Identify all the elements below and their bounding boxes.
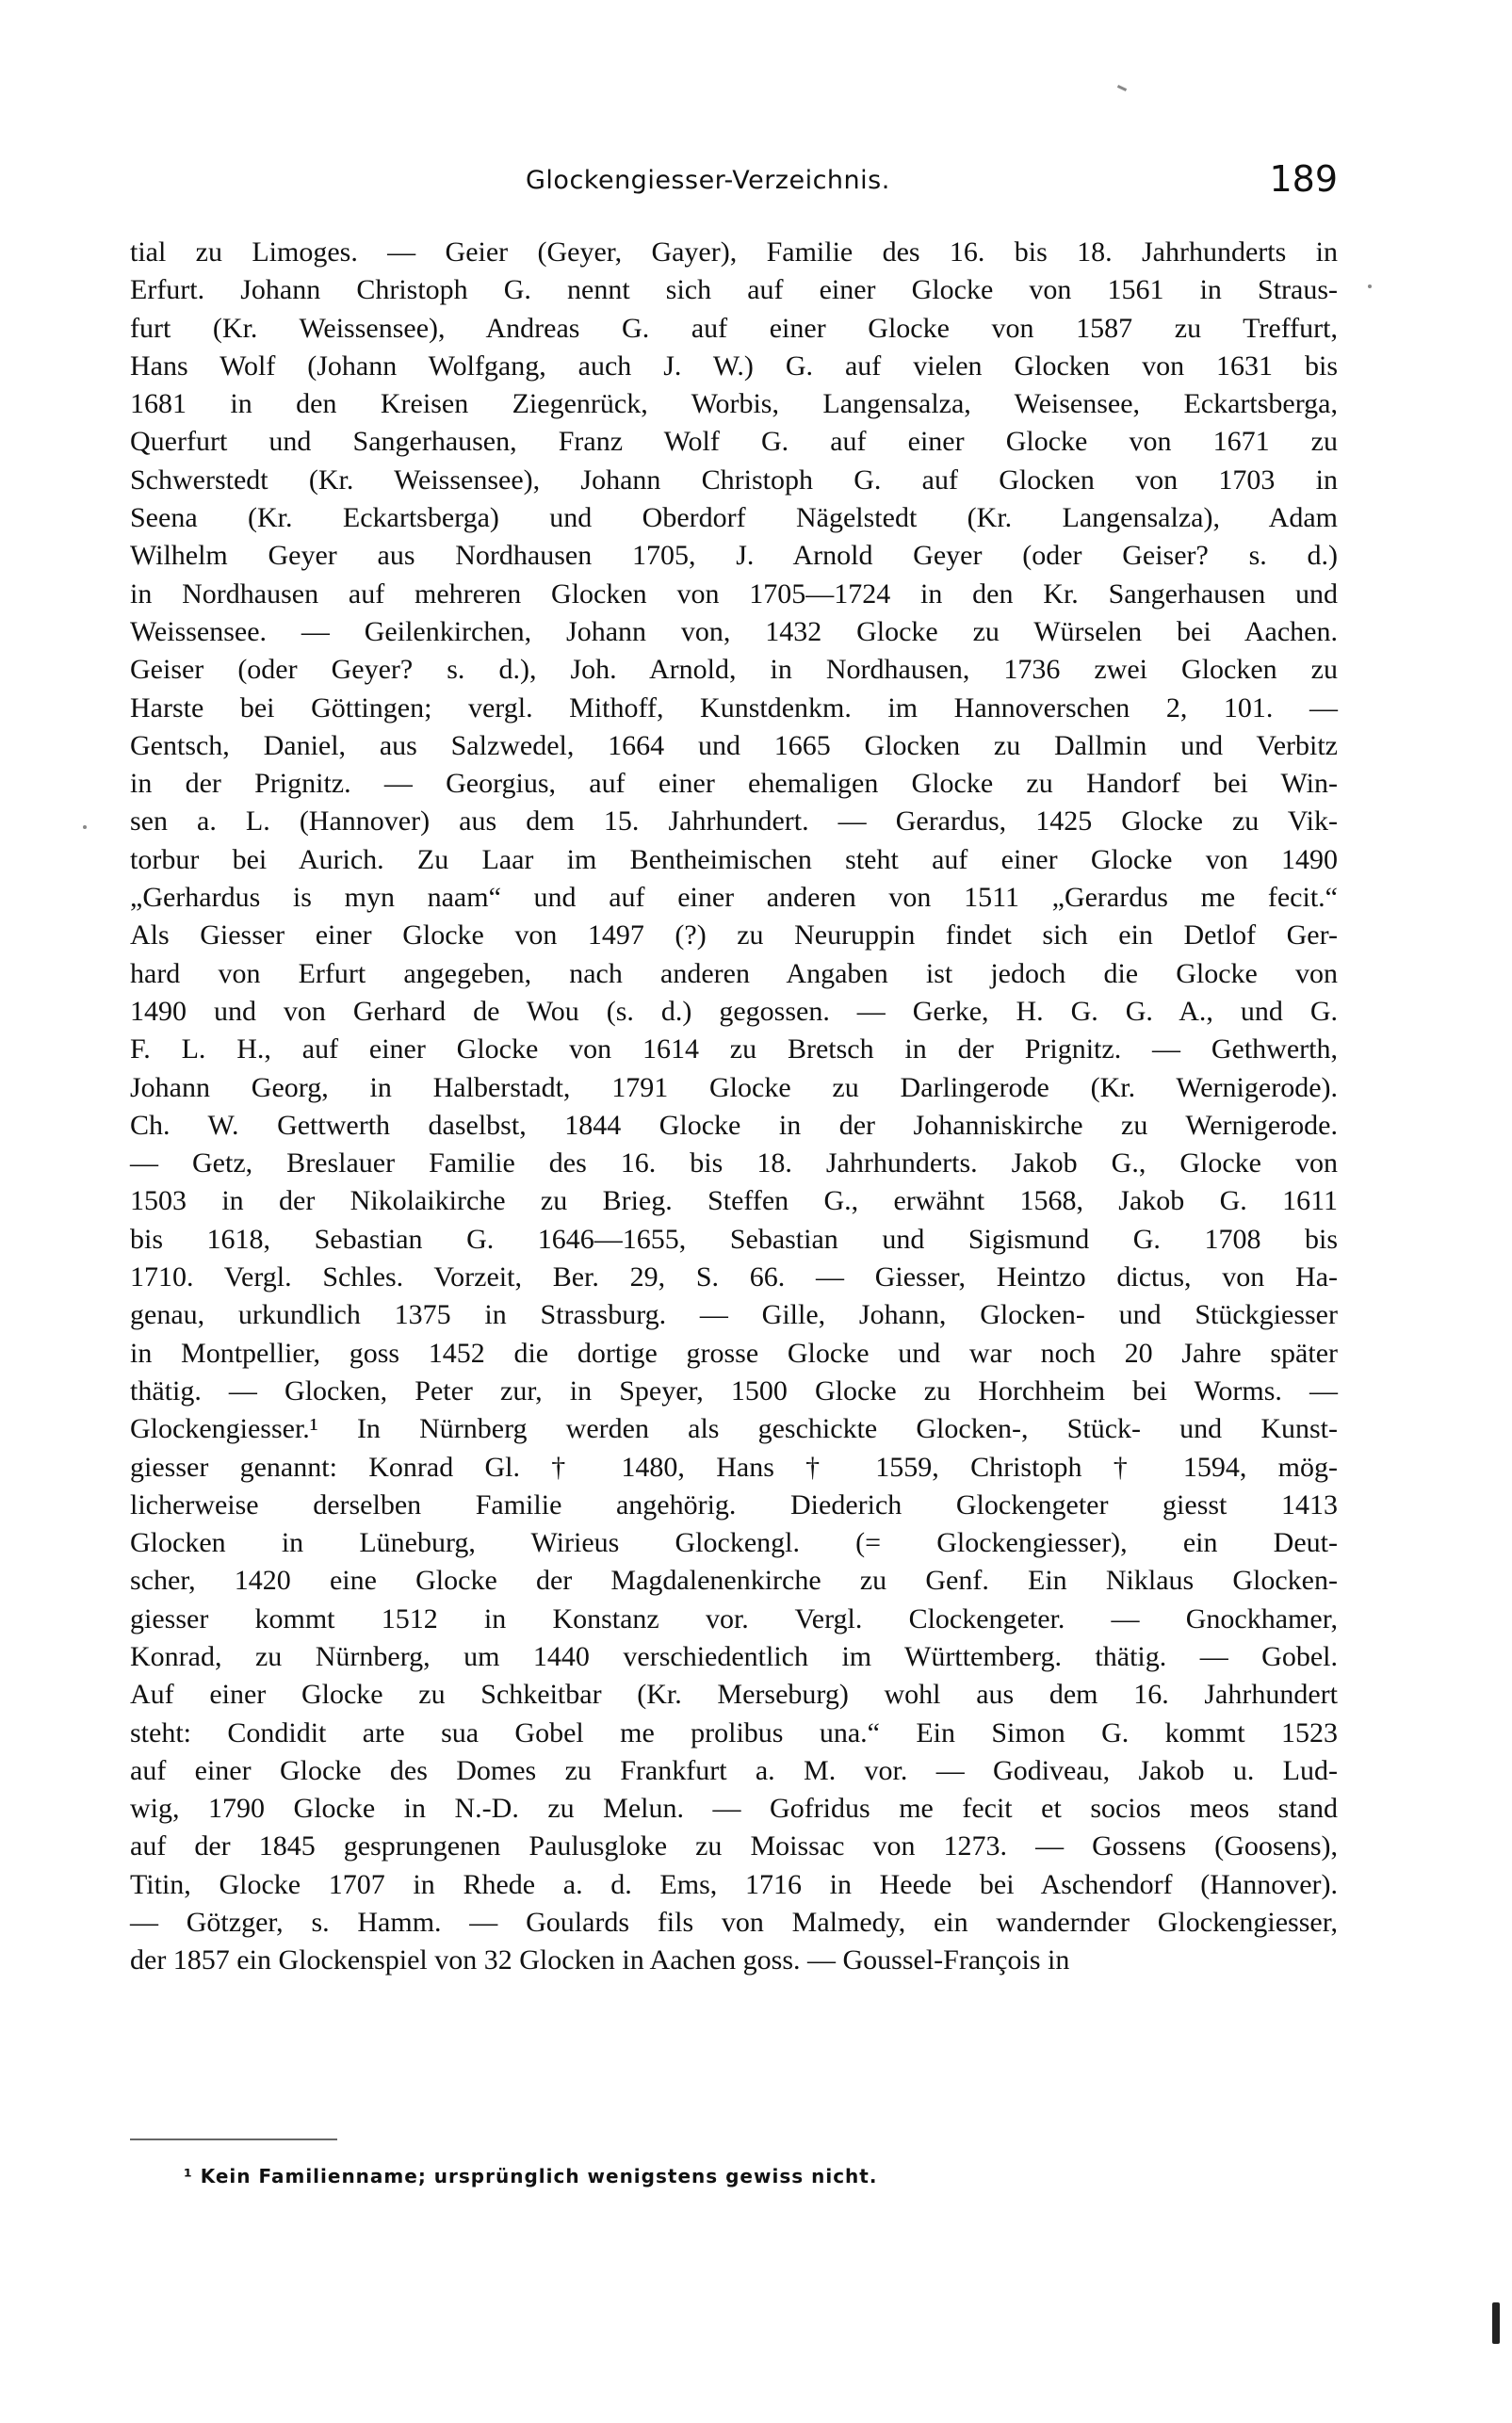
text-line: scher, 1420 eine Glocke der Magdalenenkirche zu Genf. Ein Niklaus Glocken- [130,1565,1338,1597]
text-line: Geiser (oder Geyer? s. d.), Joh. Arnold, in Nordhausen, 1736 zwei Glocken zu [130,654,1338,686]
running-title: Glockengiesser-Verzeichnis. [526,166,890,195]
text-line: giesser kommt 1512 in Konstanz vor. Vergl. Clockengeter. — Gnockhamer, [130,1602,1338,1634]
text-line: Seena (Kr. Eckartsberga) und Oberdorf Nägelstedt (Kr. Langensalza), Adam [130,502,1338,534]
text-line: licherweise derselben Familie angehörig. Diederich Glockengeter giesst 1413 [130,1488,1338,1520]
text-line: Auf einer Glocke zu Schkeitbar (Kr. Merseburg) wohl aus dem 16. Jahrhundert [130,1679,1338,1711]
text-line: Schwerstedt (Kr. Weissensee), Johann Christoph G. auf Glocken von 1703 in [130,463,1338,496]
text-line: Konrad, zu Nürnberg, um 1440 verschiedentlich im Württemberg. thätig. — Gobel. [130,1640,1338,1672]
text-line: Titin, Glocke 1707 in Rhede a. d. Ems, 1716 in Heede bei Aschendorf (Hannover). [130,1868,1338,1900]
text-line: Wilhelm Geyer aus Nordhausen 1705, J. Arnold Geyer (oder Geiser? s. d.) [130,540,1338,572]
text-line: Erfurt. Johann Christoph G. nennt sich auf einer Glocke von 1561 in Straus- [130,274,1338,306]
page-header [130,156,1338,213]
text-line: „Gerhardus is myn naam“ und auf einer anderen von 1511 „Gerardus me fecit.“ [130,882,1338,914]
scan-speck [1117,85,1127,91]
text-line: — Getz, Breslauer Familie des 16. bis 18. Jahrhunderts. Jakob G., Glocke von [130,1147,1338,1179]
text-line: Johann Georg, in Halberstadt, 1791 Glocke zu Darlingerode (Kr. Wernigerode). [130,1071,1338,1103]
text-line: in der Prignitz. — Georgius, auf einer ehemaligen Glocke zu Handorf bei Win- [130,768,1338,800]
text-line: Als Giesser einer Glocke von 1497 (?) zu Neuruppin findet sich ein Detlof Ger- [130,919,1338,951]
text-line: F. L. H., auf einer Glocke von 1614 zu Bretsch in der Prignitz. — Gethwerth, [130,1033,1338,1065]
text-line: torbur bei Aurich. Zu Laar im Bentheimischen steht auf einer Glocke von 1490 [130,843,1338,875]
text-line: bis 1618, Sebastian G. 1646—1655, Sebastian und Sigismund G. 1708 bis [130,1223,1338,1255]
text-line: Glockengiesser.¹ In Nürnberg werden als geschickte Glocken-, Stück- und Kunst- [130,1413,1338,1445]
text-line: auf einer Glocke des Domes zu Frankfurt a. M. vor. — Godiveau, Jakob u. Lud- [130,1754,1338,1786]
text-line: Gentsch, Daniel, aus Salzwedel, 1664 und 1665 Glocken zu Dallmin und Verbitz [130,729,1338,761]
text-line: Harste bei Göttingen; vergl. Mithoff, Kunstdenkm. im Hannoverschen 2, 101. — [130,691,1338,724]
text-line: furt (Kr. Weissensee), Andreas G. auf einer Glocke von 1587 zu Treffurt, [130,312,1338,344]
body-text [130,234,1338,1980]
footnote-divider [130,2138,337,2140]
scan-speck [83,825,87,829]
text-line: 1681 in den Kreisen Ziegenrück, Worbis, Langensalza, Weisensee, Eckartsberga, [130,388,1338,420]
text-line: in Nordhausen auf mehreren Glocken von 1705—1724 in den Kr. Sangerhausen und [130,577,1338,610]
text-line: in Montpellier, goss 1452 die dortige grosse Glocke und war noch 20 Jahre später [130,1337,1338,1369]
text-line: — Götzger, s. Hamm. — Goulards fils von Malmedy, ein wandernder Glockengiesser, [130,1907,1338,1939]
text-line: 1710. Vergl. Schles. Vorzeit, Ber. 29, S. 66. — Giesser, Heintzo dictus, von Ha- [130,1261,1338,1293]
text-line: 1490 und von Gerhard de Wou (s. d.) gegossen. — Gerke, H. G. G. A., und G. [130,995,1338,1027]
text-line: tial zu Limoges. — Geier (Geyer, Gayer), Familie des 16. bis 18. Jahrhunderts in [130,236,1338,268]
scan-speck [1368,285,1372,288]
text-line: Glocken in Lüneburg, Wirieus Glockengl. (= Glockengiesser), ein Deut- [130,1527,1338,1559]
text-line: genau, urkundlich 1375 in Strassburg. — Gille, Johann, Glocken- und Stückgiesser [130,1299,1338,1331]
page-number: 189 [1269,158,1338,200]
text-line: der 1857 ein Glockenspiel von 32 Glocken in Aachen goss. — Goussel-François in [130,1944,1070,1976]
text-line: Weissensee. — Geilenkirchen, Johann von, 1432 Glocke zu Würselen bei Aachen. [130,615,1338,647]
text-line: sen a. L. (Hannover) aus dem 15. Jahrhundert. — Gerardus, 1425 Glocke zu Vik- [130,805,1338,837]
text-line: hard von Erfurt angegeben, nach anderen Angaben ist jedoch die Glocke von [130,957,1338,989]
text-line: steht: Condidit arte sua Gobel me prolibus una.“ Ein Simon G. kommt 1523 [130,1716,1338,1748]
text-line: Hans Wolf (Johann Wolfgang, auch J. W.) G. auf vielen Glocken von 1631 bis [130,350,1338,382]
scan-edge-mark [1492,2302,1500,2344]
footnote: ¹ Kein Familienname; ursprünglich wenigstens gewiss nicht. [184,2165,878,2187]
text-line: Querfurt und Sangerhausen, Franz Wolf G. auf einer Glocke von 1671 zu [130,426,1338,458]
text-line: Ch. W. Gettwerth daselbst, 1844 Glocke in der Johanniskirche zu Wernigerode. [130,1109,1338,1141]
text-line: giesser genannt: Konrad Gl. † 1480, Hans † 1559, Christoph † 1594, mög- [130,1451,1338,1483]
text-line: wig, 1790 Glocke in N.-D. zu Melun. — Gofridus me fecit et socios meos stand [130,1793,1338,1825]
text-line: 1503 in der Nikolaikirche zu Brieg. Steffen G., erwähnt 1568, Jakob G. 1611 [130,1185,1338,1217]
text-line: thätig. — Glocken, Peter zur, in Speyer, 1500 Glocke zu Horchheim bei Worms. — [130,1374,1338,1407]
text-line: auf der 1845 gesprungenen Paulusgloke zu Moissac von 1273. — Gossens (Goosens), [130,1830,1338,1862]
